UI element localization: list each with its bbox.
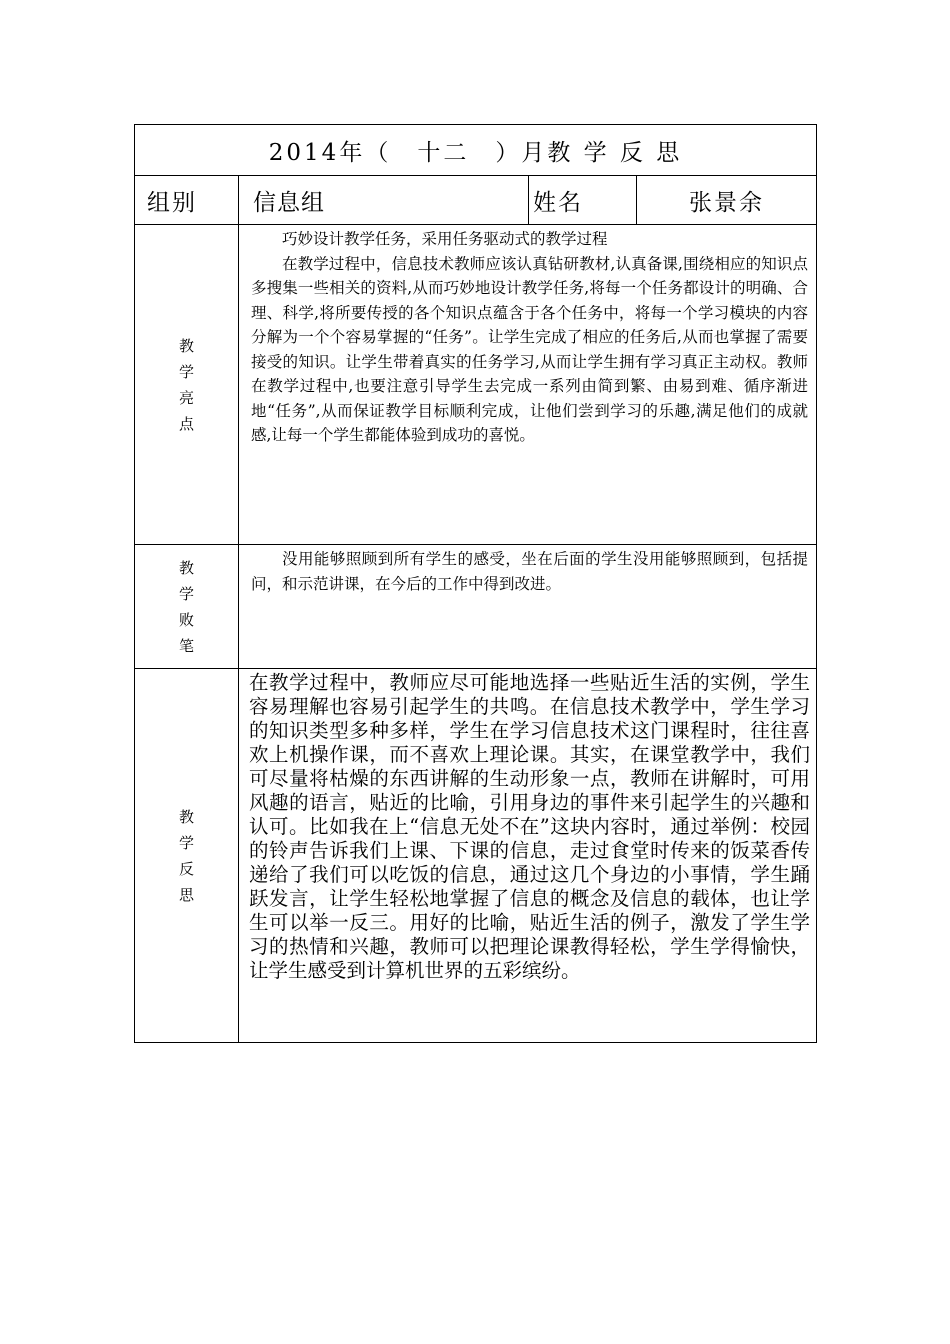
highlights-paragraph: 在教学过程中，信息技术教师应该认真钻研教材,认真备课,围绕相应的知识点多搜集一些相关的资料,从而巧妙地设计教学任务,将每一个任务都设计的明确、合理、科学,将所要传授的各个知识点蕴含于各个任务中，将每一个学习模块的内容分解为一个个容易掌握的“任务”。让学生完成了相应的任务后,从而也掌握了需要接受的知识。让学生带着真实的任务学习,从而让学生拥有学习真正主动权。教师在教学过程中,也要注意引导学生去完成一系列由简到繁、由易到难、循序渐进地“任务”,从而保证教学目标顺利完成，让他们尝到学习的乐趣,满足他们的成就感,让每一个学生都能体验到成功的喜悦。 <box>251 254 809 444</box>
reflection-form-table <box>134 124 817 1043</box>
name-value: 张景余 <box>637 176 817 225</box>
form-title: 2014年（ 十二 ）月教 学 反 思 <box>135 125 817 176</box>
group-label: 组别 <box>135 176 239 225</box>
highlights-heading: 巧妙设计教学任务，采用任务驱动式的教学过程 <box>282 230 608 248</box>
highlights-content <box>239 225 817 545</box>
shortcomings-paragraph: 没用能够照顾到所有学生的感受，坐在后面的学生没用能够照顾到，包括提问，和示范讲课，在今后的工作中得到改进。 <box>251 550 809 593</box>
name-label: 姓名 <box>529 176 637 225</box>
reflection-content <box>239 669 817 1043</box>
group-value: 信息组 <box>239 176 529 225</box>
reflection-paragraph: 在教学过程中，教师应尽可能地选择一些贴近生活的实例，学生容易理解也容易引起学生的共鸣。在信息技术教学中，学生学习的知识类型多种多样，学生在学习信息技术这门课程时，往往喜欢上机操作课，而不喜欢上理论课。其实，在课堂教学中，我们可尽量将枯燥的东西讲解的生动形象一点，教师在讲解时，可用风趣的语言，贴近的比喻，引用身边的事件来引起学生的兴趣和认可。比如我在上“信息无处不在”这块内容时，通过举例：校园的铃声告诉我们上课、下课的信息，走过食堂时传来的饭菜香传递给了我们可以吃饭的信息，通过这几个身边的小事情，学生踊跃发言，让学生轻松地掌握了信息的概念及信息的载体，也让学生可以举一反三。用好的比喻，贴近生活的例子，激发了学生学习的热情和兴趣，教师可以把理论课教得轻松，学生学得愉快，让学生感受到计算机世界的五彩缤纷。 <box>249 671 811 982</box>
reflection-label: 教 学 反 思 <box>135 669 239 1043</box>
shortcomings-label: 教 学 败 笔 <box>135 545 239 669</box>
highlights-label: 教 学 亮 点 <box>135 225 239 545</box>
shortcomings-content <box>239 545 817 669</box>
